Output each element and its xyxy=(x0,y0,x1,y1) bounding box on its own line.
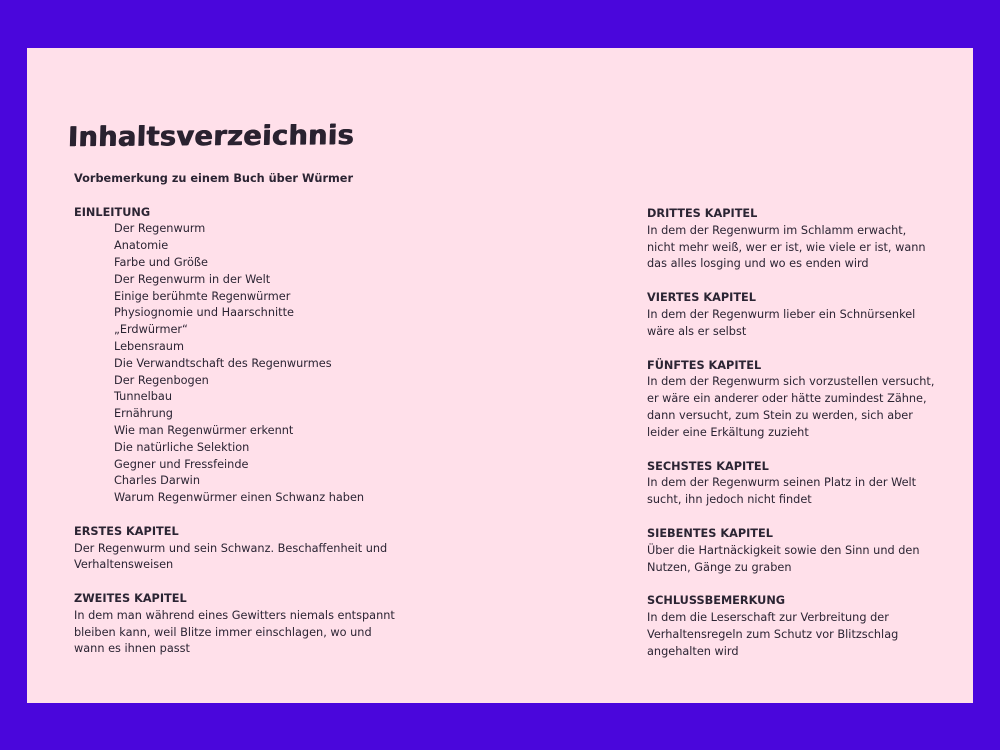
book-page xyxy=(27,48,973,703)
page-title: Inhaltsverzeichnis xyxy=(67,119,355,154)
chapter-description: In dem der Regenwurm im Schlamm erwacht, xyxy=(647,223,907,237)
spacer xyxy=(647,576,934,593)
toc-subentry: Einige berühmte Regenwürmer xyxy=(114,289,291,303)
chapter-heading: ZWEITES KAPITEL xyxy=(74,591,187,605)
chapter-description: bleiben kann, weil Blitze immer einschlagen, wo und xyxy=(74,625,372,639)
chapter-description: Verhaltensregeln zum Schutz vor Blitzschlag xyxy=(647,627,899,641)
preface-entry: Vorbemerkung zu einem Buch über Würmer xyxy=(74,172,354,185)
chapter-description: In dem man während eines Gewitters niemals entspannt xyxy=(74,608,395,622)
spacer xyxy=(74,188,395,205)
chapter-description: dann versucht, zum Stein zu werden, sich aber xyxy=(647,408,913,422)
toc-subentry: Der Regenwurm xyxy=(114,222,206,236)
toc-subentry: Die Verwandtschaft des Regenwurmes xyxy=(114,356,332,370)
chapter-heading: SECHSTES KAPITEL xyxy=(647,459,769,473)
spacer xyxy=(647,341,934,358)
chapter-description: wann es ihnen passt xyxy=(74,642,190,656)
toc-subentry: Anatomie xyxy=(114,239,169,253)
chapter-description: nicht mehr weiß, wer er ist, wie viele er ist, wann xyxy=(647,240,926,254)
closing-heading: SCHLUSSBEMERKUNG xyxy=(647,594,786,608)
chapter-description: In dem die Leserschaft zur Verbreitung der xyxy=(647,611,889,625)
spacer xyxy=(647,273,934,290)
toc-subentry: Physiognomie und Haarschnitte xyxy=(114,306,294,320)
toc-subentry: Charles Darwin xyxy=(114,474,200,488)
introduction-list xyxy=(74,221,395,507)
chapter-heading: DRITTES KAPITEL xyxy=(647,207,758,220)
toc-subentry: Lebensraum xyxy=(114,339,184,353)
chapter-description: Der Regenwurm und sein Schwanz. Beschaffenheit und xyxy=(74,541,388,555)
chapter-description: sucht, ihn jedoch nicht findet xyxy=(647,493,812,507)
chapter-description: Über die Hartnäckigkeit sowie den Sinn und den xyxy=(647,543,920,557)
toc-right-column xyxy=(647,206,934,661)
toc-subentry: Wie man Regenwürmer erkennt xyxy=(114,423,294,437)
introduction-heading: EINLEITUNG xyxy=(74,205,151,219)
spacer xyxy=(647,442,934,459)
chapter-description: Nutzen, Gänge zu graben xyxy=(647,560,792,574)
toc-subentry: Tunnelbau xyxy=(114,390,173,404)
toc-subentry: Warum Regenwürmer einen Schwanz haben xyxy=(114,491,365,505)
chapter-description: wäre als er selbst xyxy=(647,324,747,338)
chapter-description: In dem der Regenwurm sich vorzustellen versucht, xyxy=(647,375,935,389)
chapter-heading: SIEBENTES KAPITEL xyxy=(647,526,773,540)
chapter-description: In dem der Regenwurm seinen Platz in der Welt xyxy=(647,476,917,490)
chapter-description: Verhaltensweisen xyxy=(74,558,174,572)
chapter-heading: ERSTES KAPITEL xyxy=(74,524,179,538)
chapter-description: er wäre ein anderer oder hätte zumindest Zähne, xyxy=(647,392,927,406)
toc-subentry: Gegner und Fressfeinde xyxy=(114,457,249,471)
toc-subentry: „Erdwürmer“ xyxy=(114,323,188,337)
toc-subentry: Der Regenbogen xyxy=(114,373,209,387)
chapter-description: In dem der Regenwurm lieber ein Schnürsenkel xyxy=(647,307,916,321)
toc-subentry: Der Regenwurm in der Welt xyxy=(114,272,271,286)
chapter-description: das alles losging und wo es enden wird xyxy=(647,257,869,271)
toc-left-column xyxy=(74,171,395,658)
spacer xyxy=(74,574,395,591)
toc-subentry: Die natürliche Selektion xyxy=(114,440,250,454)
chapter-description: leider eine Erkältung zuzieht xyxy=(647,425,809,439)
chapter-heading: VIERTES KAPITEL xyxy=(647,291,756,305)
toc-subentry: Ernährung xyxy=(114,407,173,421)
spacer xyxy=(647,509,934,526)
toc-subentry: Farbe und Größe xyxy=(114,255,208,269)
chapter-description: angehalten wird xyxy=(647,644,739,658)
chapter-heading: FÜNFTES KAPITEL xyxy=(647,358,762,372)
spacer xyxy=(74,507,395,524)
